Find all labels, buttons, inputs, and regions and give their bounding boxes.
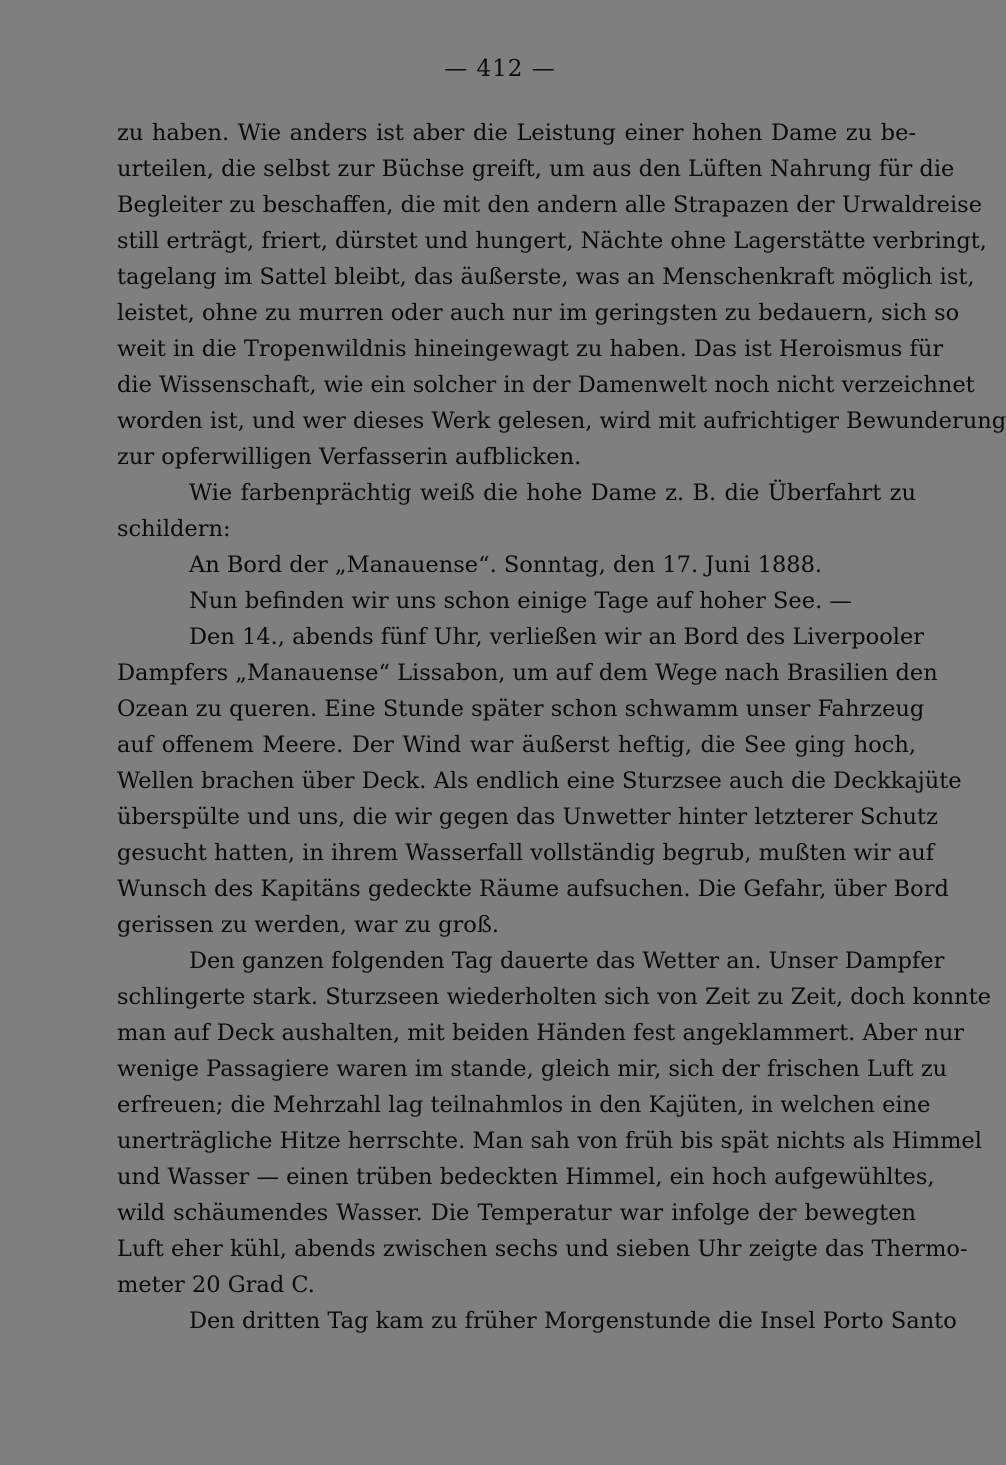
text-line: und Wasser — einen trüben bedeckten Himmel, ein hoch aufgewühltes, [117,1164,935,1190]
text-line: schlingerte stark. Sturzseen wiederholten sich von Zeit zu Zeit, doch konnte [117,984,991,1010]
text-line: meter 20 Grad C. [117,1272,315,1298]
text-line: Wellen brachen über Deck. Als endlich eine Sturzsee auch die Deckkajüte [117,768,962,794]
text-line: gesucht hatten, in ihrem Wasserfall vollständig begrub, mußten wir auf [117,840,935,866]
text-line: Nun befinden wir uns schon einige Tage auf hoher See. — [189,588,852,614]
page-number: — 412 — [444,56,556,82]
text-line: weit in die Tropenwildnis hineingewagt zu haben. Das ist Heroismus für [117,336,944,362]
text-line: wild schäumendes Wasser. Die Temperatur war infolge der bewegten [117,1200,916,1226]
text-line: urteilen, die selbst zur Büchse greift, um aus den Lüften Nahrung für die [117,156,955,182]
text-line: Den ganzen folgenden Tag dauerte das Wetter an. Unser Dampfer [189,948,945,974]
text-line: zur opferwilligen Verfasserin aufblicken. [117,444,582,470]
text-line: überspülte und uns, die wir gegen das Unwetter hinter letzterer Schutz [117,804,938,830]
text-line: An Bord der „Manauense“. Sonntag, den 17. Juni 1888. [189,552,823,578]
text-line: still erträgt, friert, dürstet und hungert, Nächte ohne Lagerstätte verbringt, [117,228,987,254]
text-line: Den dritten Tag kam zu früher Morgenstunde die Insel Porto Santo [189,1308,957,1334]
text-line: erfreuen; die Mehrzahl lag teilnahmlos in den Kajüten, in welchen eine [117,1092,931,1118]
text-line: Begleiter zu beschaffen, die mit den andern alle Strapazen der Urwaldreise [117,192,983,218]
text-line: Luft eher kühl, abends zwischen sechs und sieben Uhr zeigte das Thermo- [117,1236,968,1262]
text-line: Wunsch des Kapitäns gedeckte Räume aufsuchen. Die Gefahr, über Bord [117,876,949,902]
text-line: Wie farbenprächtig weiß die hohe Dame z. B. die Überfahrt zu [189,480,916,506]
text-line: gerissen zu werden, war zu groß. [117,912,500,938]
text-line: schildern: [117,516,231,542]
body-text [117,115,1006,1339]
text-line: zu haben. Wie anders ist aber die Leistung einer hohen Dame zu be- [117,120,916,146]
text-line: leistet, ohne zu murren oder auch nur im geringsten zu bedauern, sich so [117,300,960,326]
text-line: die Wissenschaft, wie ein solcher in der Damenwelt noch nicht verzeichnet [117,372,975,398]
text-line: Den 14., abends fünf Uhr, verließen wir an Bord des Liverpooler [189,624,925,650]
text-line: tagelang im Sattel bleibt, das äußerste, was an Menschenkraft möglich ist, [117,264,975,290]
text-line: man auf Deck aushalten, mit beiden Händen fest angeklammert. Aber nur [117,1020,965,1046]
text-line: wenige Passagiere waren im stande, gleich mir, sich der frischen Luft zu [117,1056,948,1082]
text-line: worden ist, und wer dieses Werk gelesen, wird mit aufrichtiger Bewunderung [117,408,1006,434]
text-line: auf offenem Meere. Der Wind war äußerst heftig, die See ging hoch, [117,732,916,758]
text-line: Ozean zu queren. Eine Stunde später schon schwamm unser Fahrzeug [117,696,925,722]
text-line: unerträgliche Hitze herrschte. Man sah von früh bis spät nichts als Himmel [117,1128,982,1154]
text-line: Dampfers „Manauense“ Lissabon, um auf dem Wege nach Brasilien den [117,660,938,686]
